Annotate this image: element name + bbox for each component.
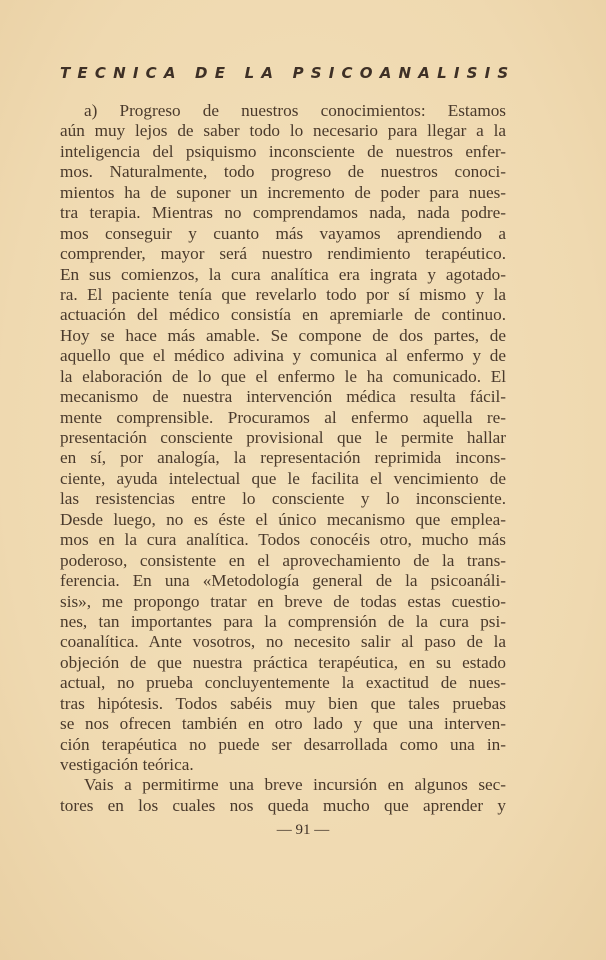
- text-line: ferencia. En una «Metodología general de la psicoanáli-: [60, 571, 506, 591]
- text-line: tras hipótesis. Todos sabéis muy bien que tales pruebas: [60, 693, 506, 713]
- text-line: Vais a permitirme una breve incursión en algunos sec-: [84, 775, 506, 795]
- text-line: actuación del médico consistía en apremiarle de continuo.: [60, 305, 506, 325]
- text-line: las resistencias entre lo consciente y lo inconsciente.: [60, 489, 506, 509]
- text-line: nes, tan importantes para la comprensión de la cura psi-: [60, 611, 506, 631]
- text-line: la elaboración de lo que el enfermo le ha comunicado. El: [60, 366, 506, 386]
- text-line: aún muy lejos de saber todo lo necesario para llegar a la: [60, 121, 506, 141]
- text-line: aquello que el médico adivina y comunica al enfermo y de: [60, 346, 506, 366]
- text-line: mos en la cura analítica. Todos conocéis otro, mucho más: [60, 530, 506, 550]
- text-line: mientos ha de suponer un incremento de poder para nues-: [60, 182, 506, 202]
- text-line: inteligencia del psiquismo inconsciente de nuestros enfer-: [60, 141, 506, 161]
- text-line: ción terapéutica no puede ser desarrollada como una in-: [60, 734, 506, 754]
- text-line: mente comprensible. Procuramos al enfermo aquella re-: [60, 407, 506, 427]
- text-line: se nos ofrecen también en otro lado y que una interven-: [60, 714, 506, 734]
- text-line: En sus comienzos, la cura analítica era ingrata y agotado-: [60, 264, 506, 284]
- body-text: [60, 101, 506, 816]
- text-line: sis», me propongo tratar en breve de todas estas cuestio-: [60, 591, 506, 611]
- text-line: objeción de que nuestra práctica terapéutica, en su estado: [60, 652, 506, 672]
- text-line: coanalítica. Ante vosotros, no necesito salir al paso de la: [60, 632, 506, 652]
- text-line: en sí, por analogía, la representación reprimida incons-: [60, 448, 506, 468]
- text-line: presentación consciente provisional que le permite hallar: [60, 428, 506, 447]
- running-header: TECNICA DE LA PSICOANALISIS: [60, 64, 516, 82]
- text-line: ciente, ayuda intelectual que le facilita el vencimiento de: [60, 468, 506, 488]
- text-line: poderoso, consistente en el aprovechamiento de la trans-: [60, 550, 506, 570]
- text-line: tra terapia. Mientras no comprendamos nada, nada podre-: [60, 203, 506, 223]
- text-line: comprender, mayor será nuestro rendimiento terapéutico.: [60, 244, 506, 264]
- text-line: Hoy se hace más amable. Se compone de dos partes, de: [60, 325, 506, 345]
- text-line: Desde luego, no es éste el único mecanismo que emplea-: [60, 509, 506, 529]
- text-line: ra. El paciente tenía que revelarlo todo por sí mismo y la: [60, 284, 506, 304]
- text-line: actual, no prueba concluyentemente la exactitud de nues-: [60, 673, 506, 693]
- text-line: a) Progreso de nuestros conocimientos: Estamos: [84, 101, 506, 120]
- text-line: tores en los cuales nos queda mucho que aprender y: [60, 795, 506, 815]
- text-line: mecanismo de nuestra intervención médica resulta fácil-: [60, 387, 506, 407]
- page-number: — 91 —: [276, 822, 330, 838]
- text-line: mos. Naturalmente, todo progreso de nuestros conoci-: [60, 162, 506, 182]
- text-line: mos conseguir y cuanto más vayamos aprendiendo a: [60, 223, 506, 243]
- text-line: vestigación teórica.: [60, 755, 194, 774]
